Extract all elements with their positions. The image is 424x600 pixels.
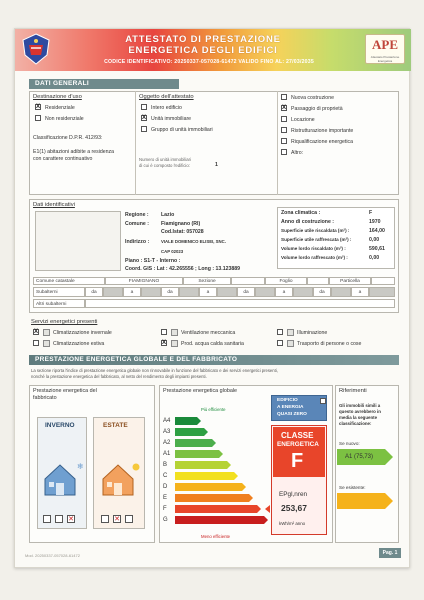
rif-text-line1: Gli immobili simili a [339, 403, 381, 408]
inverno-smiley-3-icon: ✕ [68, 516, 74, 523]
locazione-checkbox[interactable] [281, 116, 287, 122]
section-prestazione: PRESTAZIONE ENERGETICA GLOBALE E DEL FABBRICATO [29, 355, 399, 365]
nzeb-checkbox[interactable] [320, 398, 326, 404]
fabbricato-title-line2: fabbricato [33, 395, 57, 401]
vol-raff-label: Volume lordo raffrescato (m³) : [281, 255, 348, 260]
divider [277, 91, 278, 195]
ape-logo-subtext: Attestato Prestazione Energetica [370, 55, 400, 63]
fan-icon [171, 329, 178, 336]
sub-a-2: a [199, 287, 217, 297]
energy-class-label-g: G [163, 517, 168, 523]
se-esistente-arrow-tip [385, 493, 393, 509]
classe-dpr-line1: E1(1) abitazioni adibite a residenza [33, 149, 115, 155]
energy-class-bar-b [175, 461, 227, 469]
residenziale-label: Residenziale [45, 105, 75, 111]
certificate-page [14, 28, 410, 568]
nuova-costruzione-label: Nuova costruzione [291, 95, 334, 101]
estate-label: ESTATE [103, 422, 128, 429]
energy-class-label-e: E [163, 495, 168, 501]
non-residenziale-checkbox[interactable] [35, 115, 41, 121]
piu-efficiente-label: Più efficiente [201, 407, 226, 412]
se-nuovo-arrow [337, 449, 385, 465]
inverno-smiley-2-icon [55, 515, 63, 523]
snowflake-icon [43, 340, 50, 347]
altri-subalterni-field[interactable] [85, 299, 395, 308]
classe-line1: CLASSE [281, 431, 314, 440]
gruppo-unita-checkbox[interactable] [141, 126, 147, 132]
classe-letter: F [291, 450, 304, 472]
servizi-title: Servizi energetici presenti [31, 319, 98, 325]
page-number: Pag. 1 [379, 548, 401, 558]
anno-value: 1970 [369, 219, 381, 225]
altri-subalterni-label: Altri subalterni [33, 299, 85, 308]
se-esistente-label: Se esistente: [339, 485, 366, 490]
energy-class-pointer [265, 505, 270, 513]
se-esistente-arrow [337, 493, 385, 509]
globale-title: Prestazione energetica globale [163, 388, 238, 394]
sub-da-1: da [85, 287, 103, 297]
energy-class-bar-e [175, 494, 249, 502]
riqualificazione-checkbox[interactable] [281, 138, 287, 144]
winter-house-icon [41, 459, 83, 499]
zona-label: Zona climatica : [281, 210, 321, 216]
numero-unita-line2: di cui è composto l'edificio: [139, 163, 190, 168]
climatizzazione-invernale-checkbox[interactable]: X [34, 329, 39, 335]
intero-edificio-checkbox[interactable] [141, 104, 147, 110]
energy-class-label-f: F [163, 506, 167, 512]
dati-identificativi-title: Dati identificativi [33, 202, 75, 208]
sub-field-2[interactable] [141, 287, 161, 297]
rif-text-line4: classificazione: [339, 421, 372, 426]
coord-value: Coord. GIS : Lat : 42.265556 ; Long : 13.123889 [125, 266, 241, 272]
se-nuovo-arrow-tip [385, 449, 393, 465]
particella-value[interactable] [371, 277, 395, 285]
sub-field-6[interactable] [293, 287, 313, 297]
nuova-costruzione-checkbox[interactable] [281, 94, 287, 100]
trasporto-checkbox[interactable] [277, 340, 283, 346]
ventilazione-label: Ventilazione meccanica [181, 330, 236, 336]
region-logo-icon [21, 33, 51, 65]
ristrutturazione-checkbox[interactable] [281, 127, 287, 133]
sup-risc-label: Superficie utile riscaldata (m²) : [281, 228, 350, 233]
numero-unita-value: 1 [215, 162, 218, 168]
energy-class-label-a3: A3 [163, 429, 171, 435]
section-dati-generali: DATI GENERALI [29, 79, 179, 89]
rif-text-line2: questo avrebbero in [339, 409, 381, 414]
acs-label: Prod. acqua calda sanitaria [181, 341, 244, 347]
faucet-icon [171, 340, 178, 347]
fabbricato-title-line1: Prestazione energetica del [33, 388, 97, 394]
passaggio-proprieta-label: Passaggio di proprietà [291, 106, 343, 112]
header-code: CODICE IDENTIFICATIVO: 20250337-057028-61472 VALIDO FINO AL: 27/03/2035 [104, 59, 314, 65]
piano-value: Piano : S1-T - Interno : [125, 258, 181, 264]
energy-class-label-a1: A1 [163, 451, 171, 457]
comune-value: Fiamignano (RI) [161, 221, 201, 227]
regione-value: Lazio [161, 212, 175, 218]
energy-class-bar-f [175, 505, 257, 513]
trasporto-label: Trasporto di persone o cose [297, 341, 362, 347]
sub-field-7[interactable] [331, 287, 351, 297]
energy-class-bar-d [175, 483, 242, 491]
ape-logo [365, 34, 405, 64]
header-band [15, 29, 411, 71]
sub-a-1: a [123, 287, 141, 297]
energy-class-label-a2: A2 [163, 440, 171, 446]
anno-label: Anno di costruzione : [281, 219, 335, 225]
header-title-line1: ATTESTATO DI PRESTAZIONE [125, 34, 281, 45]
ventilazione-checkbox[interactable] [161, 329, 167, 335]
locazione-label: Locazione [291, 117, 315, 123]
header-title [63, 34, 343, 56]
summer-house-icon [99, 459, 141, 499]
acs-checkbox[interactable]: X [162, 340, 167, 346]
ep-unit: kWh/m² anno [279, 521, 306, 526]
comune-catastale-label: Comune catastale [33, 277, 105, 285]
lightbulb-icon [287, 329, 294, 336]
climatizzazione-estiva-label: Climatizzazione estiva [53, 341, 105, 347]
energy-class-label-a4: A4 [163, 418, 171, 424]
destinazione-title: Destinazione d'uso [33, 94, 82, 100]
energy-class-label-c: C [163, 473, 168, 479]
vol-raff-value: 0,00 [369, 255, 380, 261]
ristrutturazione-label: Ristrutturazione importante [291, 128, 354, 134]
energy-class-bar-a2 [175, 439, 212, 447]
sub-da-3: da [237, 287, 255, 297]
inverno-smiley-1-icon [43, 515, 51, 523]
sup-raff-label: Superficie utile raffrescata (m²) : [281, 237, 352, 242]
sub-da-2: da [161, 287, 179, 297]
inverno-label: INVERNO [45, 422, 75, 429]
energy-class-bar-a3 [175, 428, 204, 436]
illuminazione-checkbox[interactable] [277, 329, 283, 335]
indirizzo-label: Indirizzo : [125, 239, 150, 245]
sub-field-8[interactable] [369, 287, 395, 297]
ep-label: EPgl,nren [279, 491, 308, 498]
regione-label: Regione : [125, 212, 149, 218]
sup-raff-value: 0,00 [369, 237, 380, 243]
sezione-value[interactable] [231, 277, 265, 285]
energy-class-bar-g [175, 516, 264, 524]
meno-efficiente-label: Meno efficiente [201, 534, 231, 539]
unita-immobiliare-checkbox[interactable]: X [142, 115, 147, 121]
cap-value: CAP 02023 [161, 249, 184, 254]
energy-class-label-b: B [163, 462, 168, 468]
numero-unita-line1: Numero di unità immobiliari [139, 157, 192, 162]
ape-logo-text: APE [372, 37, 398, 52]
se-nuovo-label: Se nuovo: [339, 441, 360, 446]
se-nuovo-value: A1 (75,73) [345, 454, 374, 460]
nzeb-line2: A ENERGIA [277, 405, 304, 410]
divider [135, 91, 136, 195]
vol-risc-label: Volume lordo riscaldato (m³) : [281, 246, 346, 251]
zona-value: F [369, 210, 373, 216]
comune-catastale-value: FIAMIGNANO [105, 277, 183, 285]
sezione-label: Sezione [183, 277, 231, 285]
elevator-icon [287, 340, 294, 347]
oggetto-title: Oggetto dell'attestato [139, 94, 194, 100]
nzeb-line1: EDIFICIO [277, 398, 298, 403]
subalterni-label: Subalterni [33, 287, 85, 297]
sub-a-3: a [275, 287, 293, 297]
rif-text-line3: media la seguente [339, 415, 378, 420]
prestazione-intro-line2: nonché la prestazione energetica del fabbricato, al netto del rendimento degli impianti presenti. [31, 374, 207, 379]
vol-risc-value: 590,61 [369, 246, 385, 252]
energy-class-bar-a4 [175, 417, 197, 425]
foglio-label: Foglio [265, 277, 307, 285]
climatizzazione-invernale-label: Climatizzazione invernale [53, 330, 112, 336]
intero-edificio-label: Intero edificio [151, 105, 182, 111]
classe-line2: ENERGETICA [277, 441, 319, 448]
passaggio-proprieta-checkbox[interactable]: X [282, 105, 287, 111]
estate-smiley-3-icon [125, 515, 133, 523]
svg-text:❄: ❄ [77, 462, 84, 471]
ep-value: 253,67 [281, 503, 307, 513]
estate-smiley-1-icon [101, 515, 109, 523]
header-title-line2: ENERGETICA DEGLI EDIFICI [128, 45, 278, 56]
energy-class-label-d: D [163, 484, 168, 490]
unita-immobiliare-label: Unità immobiliare [151, 116, 192, 122]
altro-checkbox[interactable] [281, 149, 287, 155]
estate-smiley-2-icon: ✕ [114, 516, 120, 523]
energy-class-bar-a1 [175, 450, 219, 458]
nzeb-line3: QUASI ZERO [277, 412, 307, 417]
sub-field-1[interactable] [103, 287, 123, 297]
foglio-value[interactable] [307, 277, 329, 285]
particella-label: Particella [329, 277, 371, 285]
sub-field-5[interactable] [255, 287, 275, 297]
classe-dpr-line2: con carattere continuativo [33, 156, 93, 162]
classificazione-label: Classificazione D.P.R. 412/93: [33, 135, 103, 141]
indirizzo-value: VIALE DOMENICO ELISEI, SNC. [161, 239, 226, 244]
gruppo-unita-label: Gruppo di unità immobiliari [151, 127, 213, 133]
residenziale-checkbox[interactable]: X [36, 104, 41, 110]
riferimenti-title: Riferimenti [339, 388, 367, 394]
non-residenziale-label: Non residenziale [45, 116, 84, 122]
building-photo [35, 211, 121, 271]
radiator-icon [43, 329, 50, 336]
sub-field-3[interactable] [179, 287, 199, 297]
sub-field-4[interactable] [217, 287, 237, 297]
climatizzazione-estiva-checkbox[interactable] [33, 340, 39, 346]
prestazione-intro-line1: La sezione riporta l'indice di prestazione energetica globale non rinnovabile in funzione del fabbricato e dei servizi energetici presenti, [31, 368, 278, 373]
sup-risc-value: 164,00 [369, 228, 385, 234]
cod-istat: Cod.Istat: 057028 [161, 229, 204, 235]
energy-class-bar-c [175, 472, 234, 480]
comune-label: Comune : [125, 221, 149, 227]
sub-da-4: da [313, 287, 331, 297]
altro-label: Altro: [291, 150, 304, 156]
riqualificazione-label: Riqualificazione energetica [291, 139, 353, 145]
sub-a-4: a [351, 287, 369, 297]
illuminazione-label: Illuminazione [297, 330, 328, 336]
footer-code: Mod. 20250337-057028-61472 [25, 553, 80, 558]
